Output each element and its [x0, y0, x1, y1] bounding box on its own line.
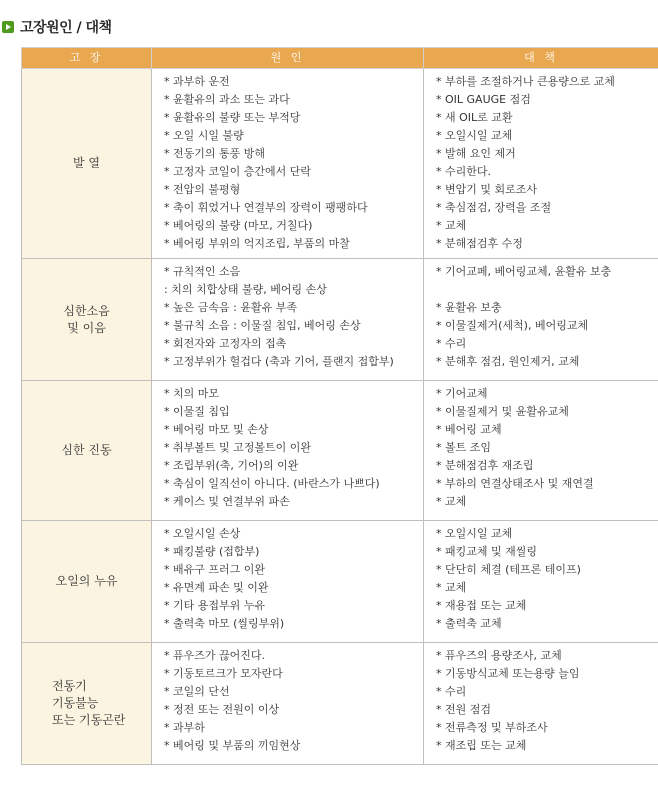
- cause-item: * 베어링 마모 및 손상: [164, 423, 269, 436]
- section-title: 고장원인 / 대책: [20, 20, 112, 36]
- play-arrow-icon: [2, 21, 14, 33]
- fault-label: 심한소음: [63, 303, 110, 318]
- remedy-item: * 교체: [436, 495, 467, 508]
- remedy-item: * 수리: [436, 337, 467, 350]
- table-row: [22, 643, 658, 765]
- remedy-item: * 축심점검, 장력을 조절: [436, 201, 552, 214]
- cause-item: * 과부하 운전: [164, 75, 230, 88]
- remedy-item: * 교체: [436, 581, 467, 594]
- remedy-item: * 분해점검후 재조립: [436, 459, 534, 472]
- remedy-item: * 재용접 또는 교체: [436, 599, 527, 612]
- cause-item: * 코일의 단선: [164, 685, 230, 698]
- cause-cell: [152, 381, 424, 521]
- cause-item: * 조립부위(축, 기어)의 이완: [164, 459, 299, 472]
- remedy-item: * 출력축 교체: [436, 617, 502, 630]
- cause-item: * 윤활유의 과소 또는 과다: [164, 93, 290, 106]
- remedy-item: * 단단히 체결 (테프론 테이프): [436, 563, 581, 576]
- cause-item: * 배유구 프러그 이완: [164, 563, 265, 576]
- remedy-item: * 부하의 연결상태조사 및 재연결: [436, 477, 594, 490]
- cause-item: * 전동기의 통풍 방해: [164, 147, 265, 160]
- cause-cell: [152, 259, 424, 381]
- remedy-item: * 분해점검후 수정: [436, 237, 523, 250]
- table-row: [22, 381, 658, 521]
- remedy-item: * 기어교체: [436, 387, 488, 400]
- cause-item: * 치의 마모: [164, 387, 219, 400]
- fault-label: 전동기: [52, 679, 87, 693]
- remedy-item: * 이물질제거(세척), 베어링교체: [436, 319, 589, 332]
- fault-label: 오일의 누유: [55, 574, 118, 588]
- cause-item: * 오일시일 손상: [164, 527, 241, 540]
- remedy-item: * 기어교페, 베어링교체, 윤활유 보충: [436, 265, 612, 278]
- fault-cell: [22, 643, 152, 765]
- remedy-item: * 변압기 및 회로조사: [436, 183, 537, 196]
- fault-label: 기동불능: [52, 696, 99, 710]
- cause-item: * 베어링의 불량 (마모, 거칠다): [164, 219, 313, 232]
- fault-label: 또는 기동곤란: [52, 713, 126, 727]
- remedy-item: * 오일시일 교체: [436, 527, 513, 540]
- fault-cell: [22, 69, 152, 259]
- header-remedy: 대 책: [424, 48, 658, 69]
- cause-item: * 오일 시일 불량: [164, 129, 244, 142]
- table-row: [22, 521, 658, 643]
- remedy-item: * 부하를 조절하거나 큰용량으로 교체: [436, 75, 615, 88]
- fault-cell: [22, 521, 152, 643]
- cause-item: * 축이 휘었거나 연결부의 장력이 팽팽하다: [164, 201, 368, 214]
- cause-cell: [152, 69, 424, 259]
- cause-cell: [152, 521, 424, 643]
- remedy-item: * 수리한다.: [436, 165, 491, 178]
- cause-item: : 치의 치합상태 불량, 베어링 손상: [164, 283, 327, 296]
- remedy-item: * 패킹교체 및 재씰링: [436, 545, 537, 558]
- remedy-cell: [424, 69, 658, 259]
- remedy-item: * 발해 요인 제거: [436, 147, 516, 160]
- cause-item: * 케이스 및 연결부위 파손: [164, 495, 290, 508]
- remedy-item: * 전류측정 및 부하조사: [436, 721, 548, 734]
- cause-item: * 퓨우즈가 끊어진다.: [164, 649, 265, 662]
- remedy-item: * 오일시일 교체: [436, 129, 513, 142]
- remedy-item: * 수리: [436, 685, 467, 698]
- fault-label: 발 열: [73, 156, 100, 170]
- cause-item: * 전압의 불평형: [164, 183, 241, 196]
- remedy-item: * 기동방식교체 또는용량 늘임: [436, 667, 580, 680]
- remedy-item: * OIL GAUGE 점검: [436, 93, 531, 106]
- header-fault: 고 장: [22, 48, 152, 69]
- cause-item: * 출력축 마모 (씰링부위): [164, 617, 285, 630]
- remedy-item: [436, 281, 652, 299]
- cause-item: * 높은 금속음 : 윤활유 부족: [164, 301, 297, 314]
- cause-item: * 과부하: [164, 721, 205, 734]
- table-row: [22, 69, 658, 259]
- cause-item: * 패킹불량 (접합부): [164, 545, 260, 558]
- cause-item: * 회전자와 고정자의 접촉: [164, 337, 287, 350]
- fault-label: 심한 진동: [61, 443, 112, 457]
- remedy-item: * 교체: [436, 219, 467, 232]
- remedy-item: * 베어링 교체: [436, 423, 502, 436]
- cause-item: * 기타 용접부위 누유: [164, 599, 265, 612]
- remedy-item: * 새 OIL로 교환: [436, 111, 513, 124]
- troubleshooting-table: [21, 47, 658, 765]
- fault-cell: [22, 381, 152, 521]
- fault-cell: [22, 259, 152, 381]
- cause-item: * 이물질 침입: [164, 405, 230, 418]
- header-cause: 원 인: [152, 48, 424, 69]
- cause-cell: [152, 643, 424, 765]
- cause-item: * 유면계 파손 및 이완: [164, 581, 269, 594]
- table-header-row: [22, 48, 658, 69]
- remedy-cell: [424, 643, 658, 765]
- remedy-cell: [424, 521, 658, 643]
- remedy-item: * 볼트 조임: [436, 441, 491, 454]
- remedy-cell: [424, 381, 658, 521]
- cause-item: * 기동토르크가 모자란다: [164, 667, 283, 680]
- remedy-item: * 전원 점검: [436, 703, 491, 716]
- section-header: [0, 16, 112, 38]
- cause-item: * 베어링 부위의 억지조립, 부품의 마찰: [164, 237, 350, 250]
- cause-item: * 고정부위가 헐겁다 (축과 기어, 플랜지 접합부): [164, 355, 394, 368]
- remedy-item: * 퓨우즈의 용량조사, 교체: [436, 649, 562, 662]
- cause-item: * 정전 또는 전원이 이상: [164, 703, 280, 716]
- cause-item: * 취부볼트 및 고정볼트이 이완: [164, 441, 311, 454]
- cause-item: * 축심이 일직선이 아니다. (바란스가 나쁘다): [164, 477, 380, 490]
- remedy-item: * 이물질제거 및 윤활유교체: [436, 405, 569, 418]
- cause-item: * 베어링 및 부품의 끼임현상: [164, 739, 301, 752]
- cause-item: * 규칙적인 소음: [164, 265, 241, 278]
- remedy-item: * 재조립 또는 교체: [436, 739, 527, 752]
- remedy-item: * 윤활유 보충: [436, 301, 502, 314]
- fault-label: 및 이음: [67, 320, 106, 335]
- cause-item: * 윤활유의 불량 또는 부적당: [164, 111, 301, 124]
- remedy-item: * 분해후 점검, 원인제거, 교체: [436, 355, 580, 368]
- cause-item: * 불규칙 소음 : 이물질 침입, 베어링 손상: [164, 319, 361, 332]
- remedy-cell: [424, 259, 658, 381]
- table-row: [22, 259, 658, 381]
- cause-item: * 고정자 코일이 층간에서 단락: [164, 165, 311, 178]
